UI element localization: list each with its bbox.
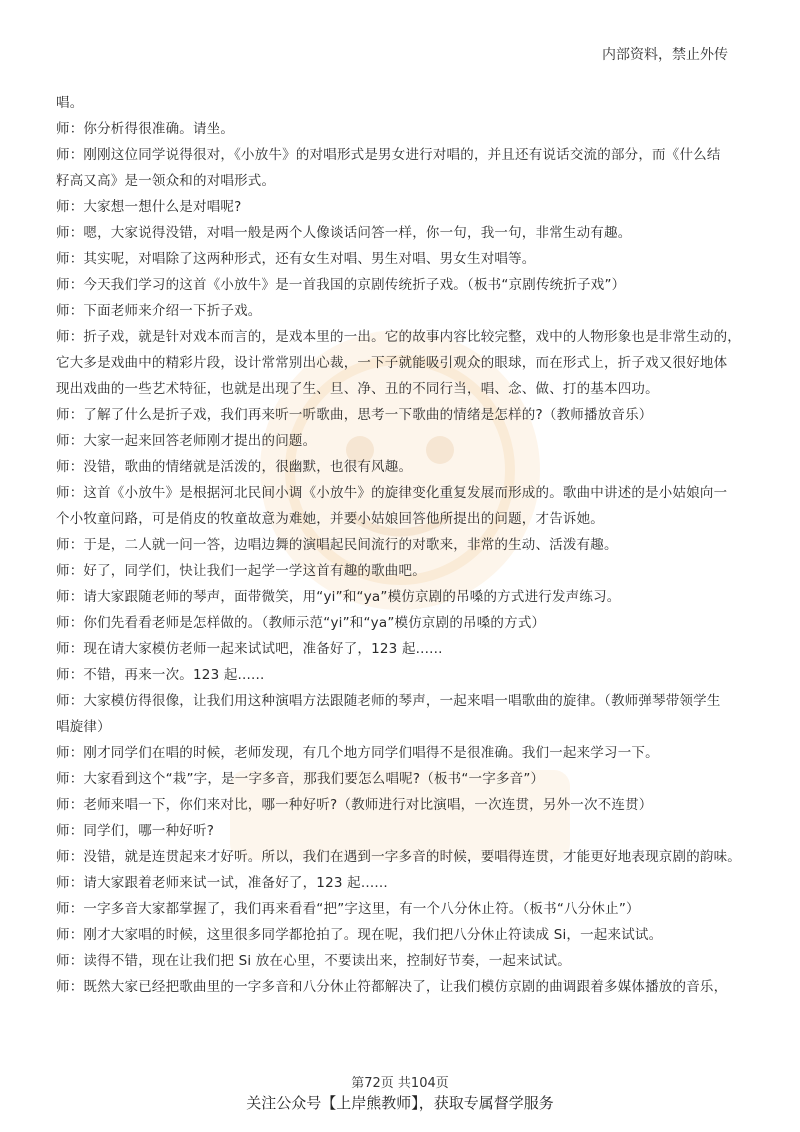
confidential-note: 内部资料，禁止外传 [602, 47, 728, 63]
text-line: 师：刚才同学们在唱的时候，老师发现，有几个地方同学们唱得不是很准确。我们一起来学习一下。 [56, 745, 659, 761]
text-line: 师：没错，就是连贯起来才好听。所以，我们在遇到一字多音的时候，要唱得连贯，才能更好地表现京剧的韵味。 [56, 849, 741, 865]
text-line: 师：其实呢，对唱除了这两种形式，还有女生对唱、男生对唱、男女生对唱等。 [56, 251, 536, 267]
text-line: 师：一字多音大家都掌握了，我们再来看看“把”字这里，有一个八分休止符。（板书“八分休止”） [56, 901, 640, 917]
text-line: 师：刚才大家唱的时候，这里很多同学都抢拍了。现在呢，我们把八分休止符读成 Si，一起来试试。 [56, 927, 663, 943]
text-line: 它大多是戏曲中的精彩片段，设计常常别出心裁，一下子就能吸引观众的眼球，而在形式上，折子戏又很好地体 [56, 355, 728, 371]
text-line: 师：请大家跟随老师的琴声，面带微笑，用“yi”和“ya”模仿京剧的吊嗓的方式进行发声练习。 [56, 589, 621, 605]
text-line: 师：于是，二人就一问一答，边唱边舞的演唱起民间流行的对歌来，非常的生动、活泼有趣。 [56, 537, 618, 553]
text-line: 师：嗯，大家说得没错，对唱一般是两个人像谈话问答一样，你一句，我一句，非常生动有趣。 [56, 225, 632, 241]
text-line: 师：大家一起来回答老师刚才提出的问题。 [56, 433, 317, 449]
document-body [56, 90, 746, 1000]
text-line: 籽高又高》是一领众和的对唱形式。 [56, 173, 276, 189]
text-line: 师：现在请大家模仿老师一起来试试吧，准备好了，123 起...... [56, 641, 443, 657]
text-line: 师：你分析得很准确。请坐。 [56, 121, 235, 137]
text-line: 师：老师来唱一下，你们来对比，哪一种好听?（教师进行对比演唱，一次连贯，另外一次不连贯） [56, 797, 653, 813]
text-line: 个小牧童问路，可是俏皮的牧童故意为难她，并要小姑娘回答他所提出的问题，才告诉她。 [56, 511, 604, 527]
text-line: 唱。 [56, 95, 84, 111]
text-line: 师：大家看到这个“栽”字，是一字多音，那我们要怎么唱呢?（板书“一字多音”） [56, 771, 545, 787]
text-line: 师：你们先看看老师是怎样做的。（教师示范“yi”和“ya”模仿京剧的吊嗓的方式） [56, 615, 546, 631]
text-line: 师：折子戏，就是针对戏本而言的，是戏本里的一出。它的故事内容比较完整，戏中的人物形象也是非常生动的， [56, 329, 741, 345]
text-line: 师：下面老师来介绍一下折子戏。 [56, 303, 262, 319]
text-line: 师：大家模仿得很像，让我们用这种演唱方法跟随老师的琴声，一起来唱一唱歌曲的旋律。（教师弹琴带领学生 [56, 693, 721, 709]
text-line: 现出戏曲的一些艺术特征，也就是出现了生、旦、净、丑的不同行当，唱、念、做、打的基本四功。 [56, 381, 659, 397]
text-line: 师：大家想一想什么是对唱呢? [56, 199, 242, 215]
promo-footer: 关注公众号【上岸熊教师】，获取专属督学服务 [246, 1094, 554, 1112]
page-number: 第72页 共104页 [351, 1076, 449, 1091]
text-line: 师：不错，再来一次。123 起...... [56, 667, 265, 683]
text-line: 师：没错，歌曲的情绪就是活泼的，很幽默，也很有风趣。 [56, 459, 413, 475]
text-line: 师：读得不错，现在让我们把 Si 放在心里，不要读出来，控制好节奏，一起来试试。 [56, 953, 571, 969]
text-line: 唱旋律） [56, 719, 111, 735]
text-line: 师：既然大家已经把歌曲里的一字多音和八分休止符都解决了，让我们模仿京剧的曲调跟着多媒体播放的音乐， [56, 979, 728, 995]
text-line: 师：这首《小放牛》是根据河北民间小调《小放牛》的旋律变化重复发展而形成的。歌曲中讲述的是小姑娘向一 [56, 485, 728, 501]
text-line: 师：请大家跟着老师来试一试，准备好了，123 起...... [56, 875, 388, 891]
text-line: 师：同学们，哪一种好听? [56, 823, 215, 839]
text-line: 师：刚刚这位同学说得很对，《小放牛》的对唱形式是男女进行对唱的，并且还有说话交流的部分，而《什么结 [56, 147, 721, 163]
text-line: 师：了解了什么是折子戏，我们再来听一听歌曲，思考一下歌曲的情绪是怎样的?（教师播放音乐） [56, 407, 653, 423]
text-line: 师：今天我们学习的这首《小放牛》是一首我国的京剧传统折子戏。（板书“京剧传统折子戏”） [56, 277, 626, 293]
text-line: 师：好了，同学们，快让我们一起学一学这首有趣的歌曲吧。 [56, 563, 426, 579]
